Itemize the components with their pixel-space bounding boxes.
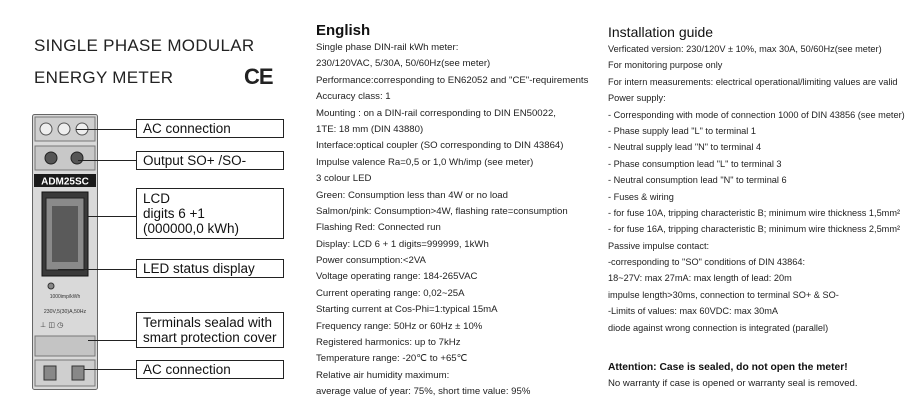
install-line: Passive impulse contact: [608,240,710,251]
spec-line: Temperature range: -20℃ to +65℃ [316,353,468,365]
english-spec-list [316,40,588,401]
install-line: - Phase consumption lead "L" to terminal 3 [608,158,782,169]
svg-text:⊥ ◫ ◷: ⊥ ◫ ◷ [40,321,64,329]
product-title-line2: ENERGY METER [34,68,174,87]
product-title-line1: SINGLE PHASE MODULAR [34,36,255,55]
warranty-notice: No warranty if case is opened or warranty seal is removed. [608,378,858,389]
spec-line: Salmon/pink: Consumption>4W, flashing rate=consumption [316,205,568,217]
spec-line: 3 colour LED [316,173,372,185]
callout-output: Output SO+ /SO- [136,151,284,170]
install-line: For monitoring purpose only [608,60,723,71]
spec-line: Relative air humidity maximum: [316,369,450,381]
connector-line [88,216,136,217]
spec-line: average value of year: 75%, short time value: 95% [316,386,531,398]
spec-line: Voltage operating range: 184-265VAC [316,271,478,283]
spec-line: Green: Consumption less than 4W or no load [316,189,508,201]
install-line: - Phase supply lead "L" to terminal 1 [608,125,756,136]
spec-line: Mounting : on a DIN-rail corresponding to DIN EN50022, [316,107,556,119]
spec-line: Flashing Red: Connected run [316,222,441,234]
install-line: - Corresponding with mode of connection 1000 of DIN 43856 (see meter) [608,109,905,120]
install-line: - Neutral supply lead "N" to terminal 4 [608,142,762,153]
spec-line: Power consumption:<2VA [316,255,426,267]
connector-line [78,160,136,161]
spec-line: Frequency range: 50Hz or 60Hz ± 10% [316,320,483,332]
callout-led-status: LED status display [136,259,284,278]
installation-list [608,41,905,336]
spec-line: Starting current at Cos-Phi=1:typical 15mA [316,304,498,316]
install-line: impulse length>30ms, connection to terminal SO+ & SO- [608,289,839,300]
install-line: - Neutral consumption lead "N" to terminal 6 [608,175,787,186]
spec-line: Registered harmonics: up to 7kHz [316,337,461,349]
install-line: -corresponding to "SO" conditions of DIN 43864: [608,257,806,268]
spec-line: Accuracy class: 1 [316,91,391,103]
spec-line: Interface:optical coupler (SO corresponding to DIN 43864) [316,140,564,152]
attention-notice: Attention: Case is sealed, do not open the meter! [608,362,848,373]
spec-line: 1TE: 18 mm (DIN 43880) [316,123,424,135]
install-line: - for fuse 10A, tripping characteristic B; minimum wire thickness 1,5mm² [608,207,901,218]
install-line: Power supply: [608,93,666,104]
install-line: diode against wrong connection is integrated (parallel) [608,322,829,333]
install-line: - Fuses & wiring [608,191,674,202]
spec-line: Display: LCD 6 + 1 digits=999999, 1kWh [316,238,489,250]
meter-label-text: 1000imp/kWh [49,294,81,300]
installation-heading: Installation guide [608,24,714,40]
connector-line [76,129,136,130]
ce-mark: CE [244,64,273,89]
meter-model-text: ADM25SC [41,176,89,188]
callout-ac-connection-bottom: AC connection [136,360,284,379]
install-line: For intern measurements: electrical operational/limiting values are valid [608,76,898,87]
energy-meter-illustration [32,114,98,390]
install-line: -Limits of values: max 60VDC: max 30mA [608,306,779,317]
callout-terminals: Terminals sealad with smart protection cover [136,312,284,348]
spec-line: Current operating range: 0,02~25A [316,287,465,299]
connector-line [58,269,136,270]
install-line: 18~27V: max 27mA: max length of lead: 20m [608,273,792,284]
spec-line: Performance:corresponding to EN62052 and "CE"-requirements [316,74,589,86]
meter-rating-text: 230V,5(30)A,50Hz [43,309,87,315]
connector-line [84,369,136,370]
english-heading: English [316,22,371,39]
callout-ac-connection-top: AC connection [136,119,284,138]
install-line: Verficated version: 230/120V ± 10%, max 30A, 50/60Hz(see meter) [608,44,882,54]
install-line: - for fuse 16A, tripping characteristic B; minimum wire thickness 2,5mm² [608,224,901,235]
spec-line: Impulse valence Ra=0,5 or 1,0 Wh/imp (see meter) [316,156,534,168]
connector-line [88,340,136,341]
spec-line: 230/120VAC, 5/30A, 50/60Hz(see meter) [316,58,491,70]
spec-line: Single phase DIN-rail kWh meter: [316,42,459,53]
callout-lcd: LCD digits 6 +1 (000000,0 kWh) [136,188,284,239]
